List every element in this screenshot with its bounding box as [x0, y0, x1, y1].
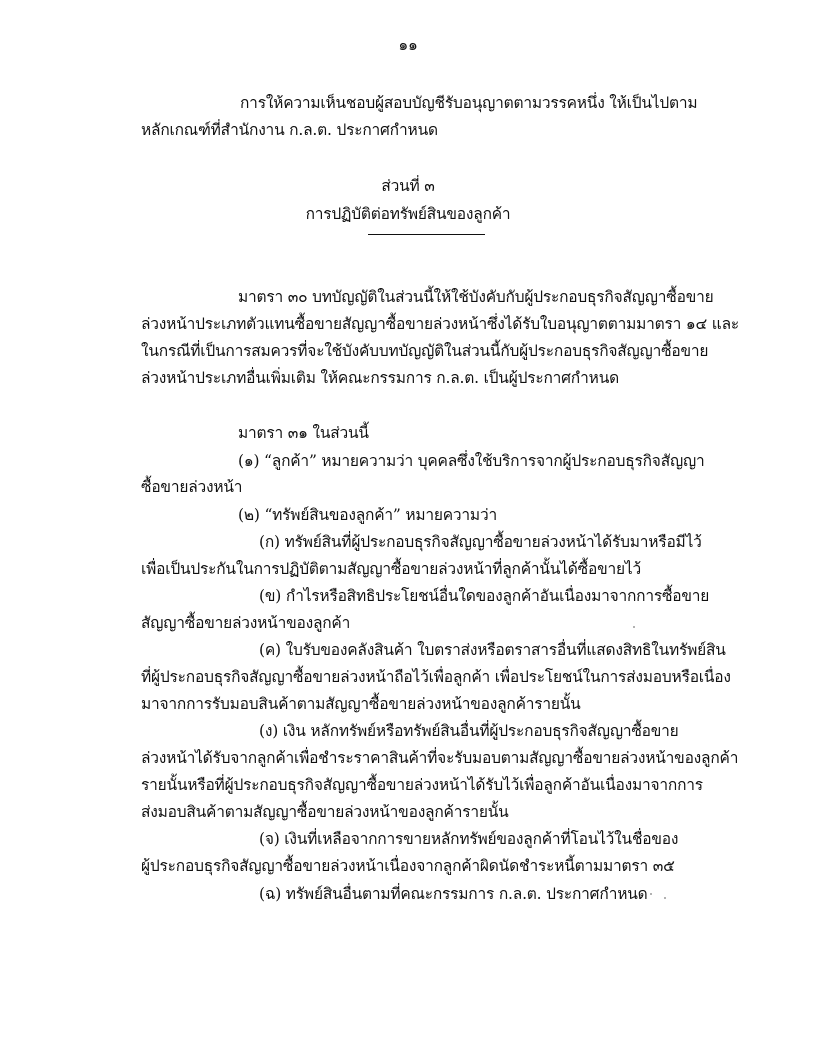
item-a-line-1: (ก) ทรัพย์สินที่ผู้ประกอบธุรกิจสัญญาซื้อขายล่วงหน้าได้รับมาหรือมีไว้ [259, 533, 702, 551]
item-c-line-3: มาจากการรับมอบสินค้าตามสัญญาซื้อขายล่วงหน้าของลูกค้ารายนั้น [141, 695, 581, 713]
item-a-line-2: เพื่อเป็นประกันในการปฏิบัติตามสัญญาซื้อขายล่วงหน้าที่ลูกค้านั้นได้ซื้อขายไว้ [141, 560, 641, 578]
item-d-line-1: (ง) เงิน หลักทรัพย์หรือทรัพย์สินอื่นที่ผู้ประกอบธุรกิจสัญญาซื้อขาย [259, 722, 679, 740]
carryover-line-1: การให้ความเห็นชอบผู้สอบบัญชีรับอนุญาตตามวรรคหนึ่ง ให้เป็นไปตาม [240, 94, 698, 112]
item-d-line-4: ส่งมอบสินค้าตามสัญญาซื้อขายล่วงหน้าของลูกค้ารายนั้น [141, 803, 509, 821]
carryover-line-2: หลักเกณฑ์ที่สำนักงาน ก.ล.ต. ประกาศกำหนด [141, 121, 438, 139]
item-d-line-2: ล่วงหน้าได้รับจากลูกค้าเพื่อชำระราคาสินค้าที่จะรับมอบตามสัญญาซื้อขายล่วงหน้าของลูกค้า [141, 749, 739, 767]
item-b-line-1: (ข) กำไรหรือสิทธิประโยชน์อื่นใดของลูกค้าอันเนื่องมาจากการซื้อขาย [259, 587, 710, 605]
item-c-line-1: (ค) ใบรับของคลังสินค้า ใบตราส่งหรือตราสารอื่นที่แสดงสิทธิในทรัพย์สิน [259, 641, 726, 659]
definition-2-heading: (๒) “ทรัพย์สินของลูกค้า” หมายความว่า [238, 506, 497, 524]
section-30-line-4: ล่วงหน้าประเภทอื่นเพิ่มเติม ให้คณะกรรมการ ก.ล.ต. เป็นผู้ประกาศกำหนด [141, 369, 619, 387]
item-b-line-2: สัญญาซื้อขายล่วงหน้าของลูกค้า [141, 614, 351, 632]
part-title: การปฏิบัติต่อทรัพย์สินของลูกค้า [305, 205, 511, 223]
item-f-line-1: (ฉ) ทรัพย์สินอื่นตามที่คณะกรรมการ ก.ล.ต. ประกาศกำหนด [259, 885, 648, 903]
scan-speck [633, 626, 635, 628]
item-c-line-2: ที่ผู้ประกอบธุรกิจสัญญาซื้อขายล่วงหน้าถือไว้เพื่อลูกค้า เพื่อประโยชน์ในการส่งมอบหรือเนื่อง [141, 668, 731, 686]
definition-1-line-1: (๑) “ลูกค้า” หมายความว่า บุคคลซึ่งใช้บริการจากผู้ประกอบธุรกิจสัญญา [238, 452, 705, 470]
page-number: ๑๑ [398, 36, 418, 54]
section-30-line-1: มาตรา ๓๐ บทบัญญัติในส่วนนี้ให้ใช้บังคับกับผู้ประกอบธุรกิจสัญญาซื้อขาย [238, 288, 714, 306]
section-30-line-3: ในกรณีที่เป็นการสมควรที่จะใช้บังคับบทบัญญัติในส่วนนี้กับผู้ประกอบธุรกิจสัญญาซื้อขาย [141, 342, 709, 360]
item-e-line-1: (จ) เงินที่เหลือจากการขายหลักทรัพย์ของลูกค้าที่โอนไว้ในชื่อของ [259, 830, 679, 848]
definition-1-line-2: ซื้อขายล่วงหน้า [141, 478, 243, 496]
item-d-line-3: รายนั้นหรือที่ผู้ประกอบธุรกิจสัญญาซื้อขายล่วงหน้าได้รับไว้เพื่อลูกค้าอันเนื่องมาจากการ [141, 776, 703, 794]
scan-speck [664, 897, 666, 899]
item-e-line-2: ผู้ประกอบธุรกิจสัญญาซื้อขายล่วงหน้าเนื่องจากลูกค้าผิดนัดชำระหนี้ตามมาตรา ๓๕ [141, 857, 675, 875]
section-30-line-2: ล่วงหน้าประเภทตัวแทนซื้อขายสัญญาซื้อขายล่วงหน้าซึ่งได้รับใบอนุญาตตามมาตรา ๑๔ และ [141, 315, 740, 333]
section-31-heading: มาตรา ๓๑ ในส่วนนี้ [238, 424, 369, 442]
scan-speck [650, 893, 652, 895]
title-underline [368, 234, 485, 235]
part-number: ส่วนที่ ๓ [381, 177, 435, 195]
